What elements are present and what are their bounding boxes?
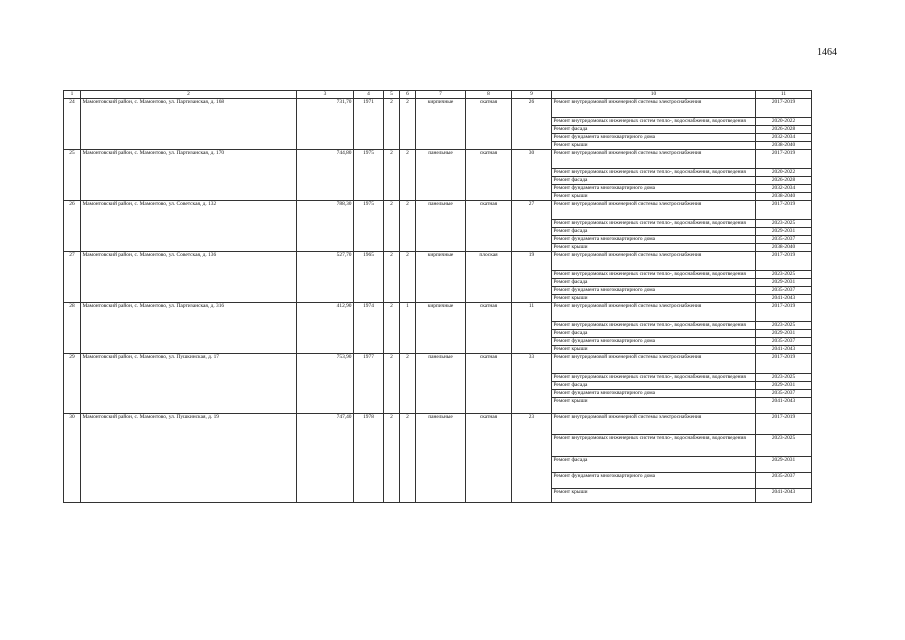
roof-type: плоская — [466, 252, 512, 303]
building-number: 25 — [64, 150, 81, 201]
work-name: Ремонт внутридомовой инженерной системы электроснабжения — [552, 150, 756, 169]
building-area: 412,90 — [297, 303, 354, 354]
work-period: 2017-2019 — [756, 303, 812, 322]
building-value: 33 — [512, 354, 552, 414]
column-number: 3 — [297, 91, 354, 99]
wall-material: панельные — [416, 354, 466, 414]
build-year: 1975 — [354, 201, 384, 252]
building-value: 11 — [512, 303, 552, 354]
floor-count: 2 — [384, 414, 400, 503]
work-name: Ремонт фасада — [552, 228, 756, 236]
work-period: 2038-2040 — [756, 142, 812, 150]
build-year: 1974 — [354, 303, 384, 354]
floor-count: 2 — [384, 303, 400, 354]
building-area: 753,90 — [297, 354, 354, 414]
building-number: 26 — [64, 201, 81, 252]
column-number: 4 — [354, 91, 384, 99]
building-number: 28 — [64, 303, 81, 354]
building-address: Мамонтовский район, с. Мамонтово, ул. Партизанская, д. 170 — [81, 150, 297, 201]
floor-count: 2 — [384, 201, 400, 252]
work-name: Ремонт внутридомовых инженерных систем тепло-, водоснабжения, водоотведения — [552, 374, 756, 382]
work-period: 2041-2043 — [756, 346, 812, 354]
work-name: Ремонт внутридомовой инженерной системы электроснабжения — [552, 99, 756, 118]
repair-schedule-table — [63, 90, 812, 503]
column-number: 6 — [400, 91, 416, 99]
column-number: 10 — [552, 91, 756, 99]
work-name: Ремонт внутридомовой инженерной системы электроснабжения — [552, 354, 756, 374]
roof-type: скатная — [466, 150, 512, 201]
building-value: 27 — [512, 201, 552, 252]
build-year: 1971 — [354, 99, 384, 150]
entrance-count: 2 — [400, 252, 416, 303]
roof-type: скатная — [466, 303, 512, 354]
work-name: Ремонт крыши — [552, 244, 756, 252]
work-period: 2020-2022 — [756, 169, 812, 177]
building-value: 30 — [512, 150, 552, 201]
wall-material: панельные — [416, 201, 466, 252]
roof-type: скатная — [466, 414, 512, 503]
work-name: Ремонт внутридомовой инженерной системы электроснабжения — [552, 414, 756, 435]
building-row — [64, 303, 812, 322]
building-address: Мамонтовский район, с. Мамонтово, ул. Партизанская, д. 168 — [81, 99, 297, 150]
work-name: Ремонт фундамента многоквартирного дома — [552, 134, 756, 142]
work-name: Ремонт фундамента многоквартирного дома — [552, 236, 756, 244]
work-name: Ремонт фундамента многоквартирного дома — [552, 473, 756, 489]
work-name: Ремонт крыши — [552, 489, 756, 503]
work-period: 2020-2022 — [756, 118, 812, 126]
work-name: Ремонт внутридомовых инженерных систем тепло-, водоснабжения, водоотведения — [552, 435, 756, 457]
work-period: 2023-2025 — [756, 435, 812, 457]
building-row — [64, 414, 812, 435]
work-period: 2017-2019 — [756, 354, 812, 374]
building-value: 26 — [512, 99, 552, 150]
wall-material: кирпичные — [416, 303, 466, 354]
entrance-count: 2 — [400, 201, 416, 252]
entrance-count: 2 — [400, 354, 416, 414]
building-address: Мамонтовский район, с. Мамонтово, ул. Пушкинская, д. 19 — [81, 414, 297, 503]
building-value: 19 — [512, 252, 552, 303]
work-period: 2029-2031 — [756, 457, 812, 473]
build-year: 1965 — [354, 252, 384, 303]
work-period: 2038-2040 — [756, 193, 812, 201]
work-period: 2032-2034 — [756, 134, 812, 142]
work-period: 2029-2031 — [756, 279, 812, 287]
roof-type: скатная — [466, 99, 512, 150]
building-row — [64, 252, 812, 271]
work-period: 2017-2019 — [756, 201, 812, 220]
floor-count: 2 — [384, 354, 400, 414]
work-period: 2038-2040 — [756, 244, 812, 252]
building-area: 747,40 — [297, 414, 354, 503]
work-name: Ремонт фундамента многоквартирного дома — [552, 287, 756, 295]
work-name: Ремонт крыши — [552, 295, 756, 303]
work-name: Ремонт внутридомовых инженерных систем тепло-, водоснабжения, водоотведения — [552, 169, 756, 177]
floor-count: 2 — [384, 252, 400, 303]
work-name: Ремонт крыши — [552, 142, 756, 150]
work-period: 2035-2037 — [756, 236, 812, 244]
column-number: 2 — [81, 91, 297, 99]
column-number-row — [64, 91, 812, 99]
work-name: Ремонт фасада — [552, 279, 756, 287]
wall-material: кирпичные — [416, 99, 466, 150]
column-number: 9 — [512, 91, 552, 99]
building-address: Мамонтовский район, с. Мамонтово, ул. Советская, д. 132 — [81, 201, 297, 252]
building-row — [64, 150, 812, 169]
work-name: Ремонт фасада — [552, 457, 756, 473]
work-name: Ремонт внутридомовых инженерных систем тепло-, водоснабжения, водоотведения — [552, 322, 756, 330]
entrance-count: 1 — [400, 303, 416, 354]
wall-material: кирпичные — [416, 252, 466, 303]
work-name: Ремонт фундамента многоквартирного дома — [552, 338, 756, 346]
building-value: 23 — [512, 414, 552, 503]
work-period: 2041-2043 — [756, 295, 812, 303]
work-period: 2023-2025 — [756, 220, 812, 228]
entrance-count: 2 — [400, 414, 416, 503]
work-period: 2017-2019 — [756, 99, 812, 118]
floor-count: 2 — [384, 150, 400, 201]
column-number: 8 — [466, 91, 512, 99]
building-area: 788,30 — [297, 201, 354, 252]
column-number: 5 — [384, 91, 400, 99]
work-name: Ремонт внутридомовых инженерных систем тепло-, водоснабжения, водоотведения — [552, 271, 756, 279]
work-period: 2035-2037 — [756, 287, 812, 295]
work-period: 2035-2037 — [756, 338, 812, 346]
entrance-count: 2 — [400, 99, 416, 150]
work-name: Ремонт внутридомовой инженерной системы электроснабжения — [552, 303, 756, 322]
work-period: 2023-2025 — [756, 271, 812, 279]
building-address: Мамонтовский район, с. Мамонтово, ул. Пушкинская, д. 17 — [81, 354, 297, 414]
column-number: 11 — [756, 91, 812, 99]
building-area: 744,80 — [297, 150, 354, 201]
work-name: Ремонт внутридомовой инженерной системы электроснабжения — [552, 201, 756, 220]
work-name: Ремонт внутридомовых инженерных систем тепло-, водоснабжения, водоотведения — [552, 220, 756, 228]
page-number: 1464 — [817, 47, 837, 58]
work-name: Ремонт фасада — [552, 126, 756, 134]
building-number: 27 — [64, 252, 81, 303]
building-row — [64, 201, 812, 220]
work-period: 2035-2037 — [756, 390, 812, 398]
work-period: 2035-2037 — [756, 473, 812, 489]
entrance-count: 2 — [400, 150, 416, 201]
building-number: 29 — [64, 354, 81, 414]
wall-material: панельные — [416, 414, 466, 503]
work-period: 2041-2043 — [756, 489, 812, 503]
work-period: 2032-2034 — [756, 185, 812, 193]
work-period: 2026-2028 — [756, 126, 812, 134]
work-name: Ремонт фасада — [552, 177, 756, 185]
roof-type: скатная — [466, 354, 512, 414]
work-name: Ремонт фундамента многоквартирного дома — [552, 185, 756, 193]
building-row — [64, 99, 812, 118]
work-name: Ремонт крыши — [552, 346, 756, 354]
wall-material: панельные — [416, 150, 466, 201]
work-period: 2026-2028 — [756, 177, 812, 185]
column-number: 1 — [64, 91, 81, 99]
work-period: 2041-2043 — [756, 398, 812, 414]
work-period: 2017-2019 — [756, 150, 812, 169]
work-name: Ремонт внутридомовых инженерных систем тепло-, водоснабжения, водоотведения — [552, 118, 756, 126]
work-period: 2017-2019 — [756, 252, 812, 271]
work-period: 2023-2025 — [756, 374, 812, 382]
floor-count: 2 — [384, 99, 400, 150]
work-name: Ремонт крыши — [552, 398, 756, 414]
work-name: Ремонт внутридомовой инженерной системы электроснабжения — [552, 252, 756, 271]
building-address: Мамонтовский район, с. Мамонтово, ул. Советская, д. 136 — [81, 252, 297, 303]
work-period: 2029-2031 — [756, 330, 812, 338]
building-area: 527,70 — [297, 252, 354, 303]
building-row — [64, 354, 812, 374]
work-name: Ремонт фасада — [552, 330, 756, 338]
building-number: 30 — [64, 414, 81, 503]
build-year: 1975 — [354, 150, 384, 201]
work-name: Ремонт фундамента многоквартирного дома — [552, 390, 756, 398]
build-year: 1978 — [354, 414, 384, 503]
column-number: 7 — [416, 91, 466, 99]
building-number: 24 — [64, 99, 81, 150]
work-name: Ремонт фасада — [552, 382, 756, 390]
work-period: 2029-2031 — [756, 382, 812, 390]
work-period: 2023-2025 — [756, 322, 812, 330]
building-address: Мамонтовский район, с. Мамонтово, ул. Партизанская, д. 316 — [81, 303, 297, 354]
work-period: 2017-2019 — [756, 414, 812, 435]
build-year: 1977 — [354, 354, 384, 414]
work-period: 2029-2031 — [756, 228, 812, 236]
roof-type: скатная — [466, 201, 512, 252]
building-area: 731,70 — [297, 99, 354, 150]
work-name: Ремонт крыши — [552, 193, 756, 201]
